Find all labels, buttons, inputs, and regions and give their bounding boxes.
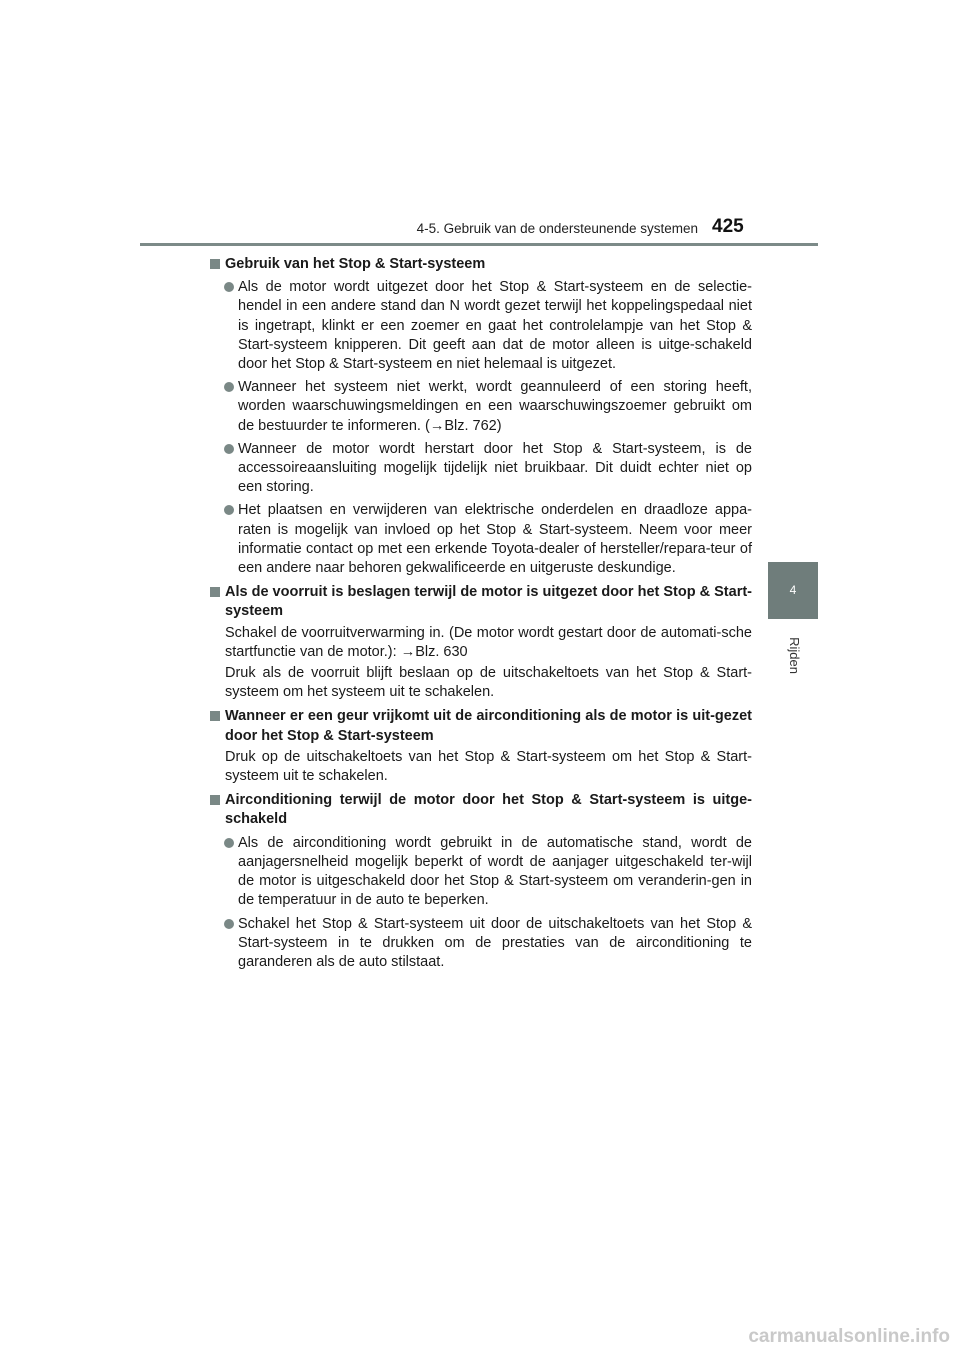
watermark: carmanualsonline.info <box>748 1326 950 1347</box>
list-item-text: Wanneer het systeem niet werkt, wordt geannuleerd of een storing heeft, worden waarschuwingsmeldingen en een waarschuwingszoemer gebruikt om de bestuurder te informeren. (→Blz. 762) <box>238 379 752 434</box>
page-header-title: 4-5. Gebruik van de ondersteunende systemen <box>416 221 698 236</box>
list-item-text: Het plaatsen en verwijderen van elektrische onderdelen en draadloze appa-raten is mogelijk van invloed op het Stop & Start-systeem. Neem voor meer informatie contact op met een erkende Toyota-dealer of hersteller/repara-teur of een andere naar behoren gekwalificeerde en uitgeruste deskundige. <box>238 502 752 577</box>
content <box>210 255 752 977</box>
section-title-text: Als de voorruit is beslagen terwijl de motor is uitgezet door het Stop & Start-systeem <box>225 584 752 620</box>
list-item <box>210 501 752 578</box>
list-item <box>210 440 752 498</box>
round-bullet-icon <box>224 382 234 392</box>
section-title <box>210 255 752 274</box>
list-item-text: Als de airconditioning wordt gebruikt in de automatische stand, wordt de aanjagersnelheid mogelijk beperkt of wordt de aanjager uitgeschakeld ter-wijl de motor is uitgeschakeld door het Stop & Start-systeem om veranderin-gen in de temperatuur in de auto te beperken. <box>238 834 752 909</box>
list-item <box>210 834 752 911</box>
paragraph: Druk op de uitschakeltoets van het Stop & Start-systeem om het Stop & Start-systeem uit te schakelen. <box>225 748 752 785</box>
chapter-label: Rijden <box>786 636 802 674</box>
chapter-tab: 4 <box>768 562 818 619</box>
section-title <box>210 791 752 829</box>
section-title <box>210 583 752 621</box>
paragraph: Schakel de voorruitverwarming in. (De motor wordt gestart door de automati-sche startfunctie van de motor.): →Blz. 630 <box>225 624 752 660</box>
list-item <box>210 278 752 374</box>
section-title <box>210 707 752 745</box>
list-item <box>210 378 752 436</box>
paragraph: Druk als de voorruit blijft beslaan op de uitschakeltoets van het Stop & Start-systeem om het systeem uit te schakelen. <box>225 665 752 701</box>
chapter-label-container <box>770 630 818 680</box>
section-title-text: Airconditioning terwijl de motor door het Stop & Start-systeem is uitge-schakeld <box>225 792 752 828</box>
round-bullet-icon <box>224 838 234 848</box>
square-bullet-icon <box>210 587 220 597</box>
header-rule <box>140 243 818 246</box>
round-bullet-icon <box>224 919 234 929</box>
round-bullet-icon <box>224 282 234 292</box>
page-number: 425 <box>712 216 744 237</box>
section <box>210 791 752 972</box>
list-item-text: Wanneer de motor wordt herstart door het Stop & Start-systeem, is de accessoireaansluiting mogelijk tijdelijk niet bruikbaar. Dit duidt echter niet op een storing. <box>238 440 752 496</box>
square-bullet-icon <box>210 711 220 721</box>
round-bullet-icon <box>224 444 234 454</box>
section-title-text: Gebruik van het Stop & Start-systeem <box>225 256 486 272</box>
section <box>210 583 752 702</box>
list-item-text: Als de motor wordt uitgezet door het Stop & Start-systeem en de selectie-hendel in een andere stand dan N wordt gezet terwijl het koppelingspedaal niet is ingetrapt, klinkt er een zoemer en gaat het controlelampje van het Stop & Start-systeem knipperen. Dit geeft aan dat de motor alleen is uitge-schakeld door het Stop & Start-systeem en niet helemaal is uitgezet. <box>238 279 752 373</box>
list-item-text: Schakel het Stop & Start-systeem uit door de uitschakeltoets van het Stop & Start-systeem in te drukken om de prestaties van de airconditioning te garanderen als de auto stilstaat. <box>238 915 752 970</box>
list-item <box>210 915 752 973</box>
square-bullet-icon <box>210 795 220 805</box>
section <box>210 707 752 786</box>
section <box>210 255 752 578</box>
round-bullet-icon <box>224 505 234 515</box>
square-bullet-icon <box>210 259 220 269</box>
section-title-text: Wanneer er een geur vrijkomt uit de airconditioning als de motor is uit-gezet door het Stop & Start-systeem <box>225 708 752 744</box>
